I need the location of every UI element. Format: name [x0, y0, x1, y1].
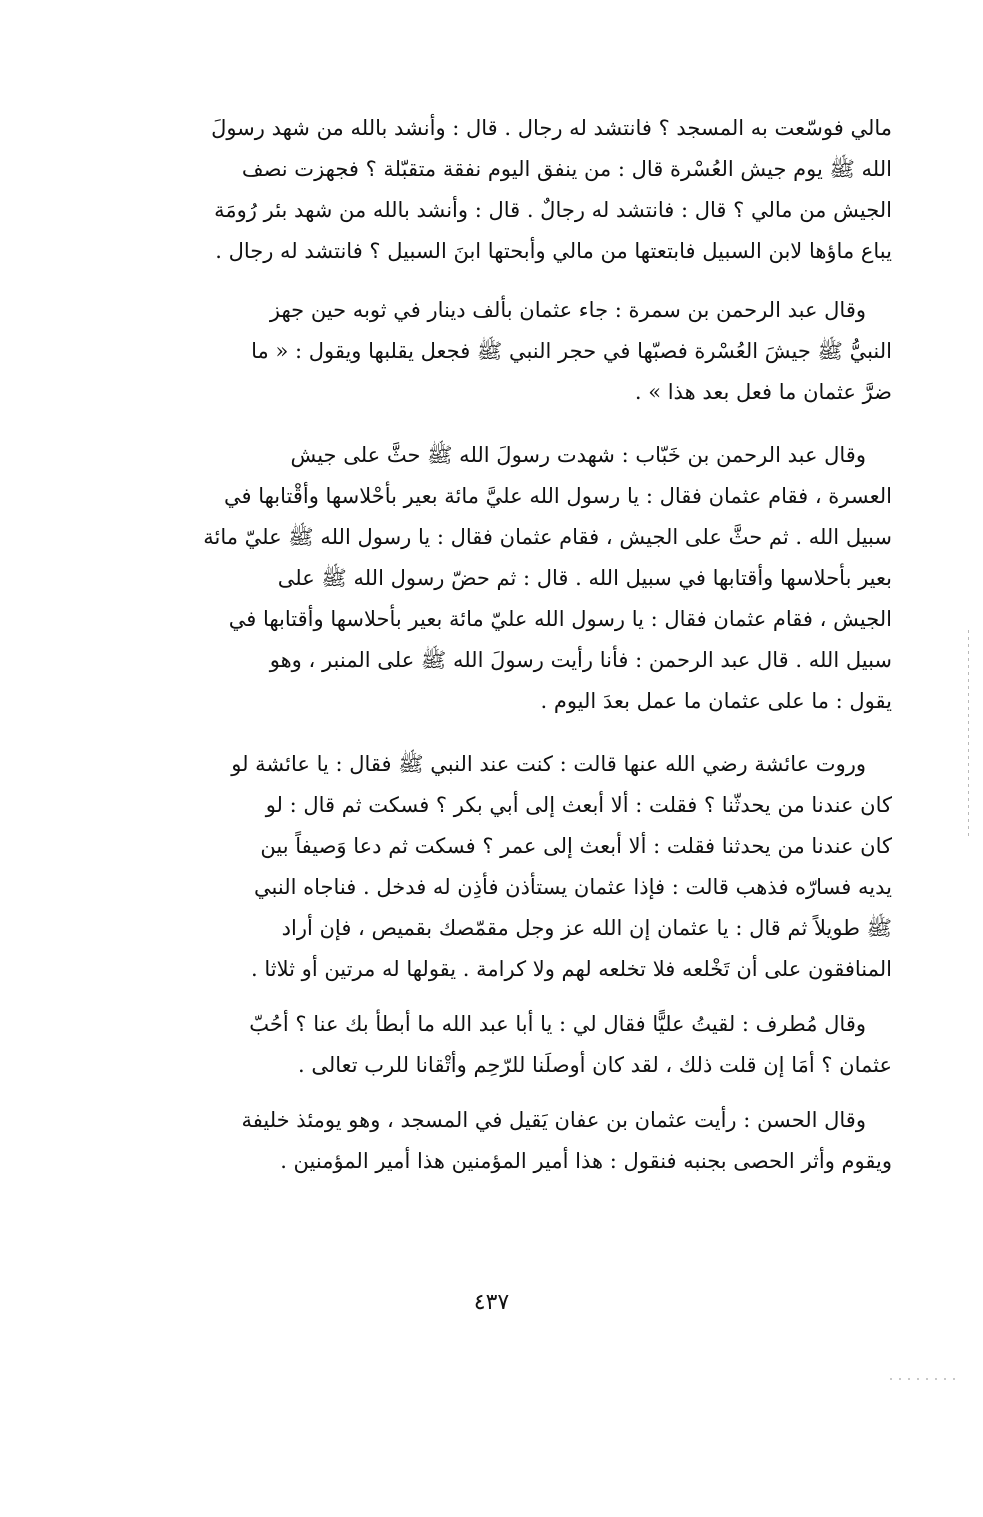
text-line: عثمان ؟ أمَا إن قلت ذلك ، لقد كان أوصلَنا للرّحِم وأتْقانا للرب تعالى . — [298, 1053, 892, 1077]
scan-dots — [890, 1378, 960, 1380]
text-line: سبيل الله . ثم حثَّ على الجيش ، فقام عثمان فقال : يا رسول الله ﷺ عليّ مائة — [203, 525, 892, 549]
text-line: بعير بأحلاسها وأقتابها في سبيل الله . قال : ثم حضّ رسول الله ﷺ على — [277, 566, 892, 590]
text-line: يديه فسارّه فذهب قالت : فإذا عثمان يستأذن فأذِن له فدخل . فناجاه النبي — [254, 875, 892, 899]
paragraph-6 — [172, 1100, 892, 1182]
paragraph-5 — [172, 1004, 892, 1086]
text-line: ﷺ طويلاً ثم قال : يا عثمان إن الله عز وجل مقمّصك بقميص ، فإن أراد — [281, 916, 892, 940]
text-line: ضرَّ عثمان ما فعل بعد هذا » . — [634, 380, 892, 404]
scan-margin-mark — [968, 630, 969, 840]
text-line: وروت عائشة رضي الله عنها قالت : كنت عند النبي ﷺ فقال : يا عائشة لو — [231, 752, 866, 776]
paragraph-2 — [172, 290, 892, 413]
text-line: ويقوم وأثر الحصى بجنبه فنقول : هذا أمير المؤمنين هذا أمير المؤمنين . — [280, 1149, 892, 1173]
page-number: ٤٣٧ — [473, 1290, 510, 1315]
page-body — [172, 108, 892, 1182]
text-line: وقال الحسن : رأيت عثمان بن عفان يَقيل في المسجد ، وهو يومئذ خليفة — [241, 1108, 866, 1132]
text-line: الجيش ، فقام عثمان فقال : يا رسول الله عليّ مائة بعير بأحلاسها وأقتابها في — [228, 607, 892, 631]
text-line: العسرة ، فقام عثمان فقال : يا رسول الله عليَّ مائة بعير بأحْلاسها وأقْتابها في — [223, 484, 892, 508]
text-line: وقال مُطرف : لقيتُ عليًّا فقال لي : يا أبا عبد الله ما أبطأ بك عنا ؟ أحُبّ — [249, 1012, 866, 1036]
paragraph-4 — [172, 744, 892, 990]
text-line: المنافقون على أن تَخْلعه فلا تخلعه لهم ولا كرامة . يقولها له مرتين أو ثلاثا . — [251, 957, 892, 981]
text-line: وقال عبد الرحمن بن سمرة : جاء عثمان بألف دينار في ثوبه حين جهز — [269, 298, 866, 322]
text-line: النبيُّ ﷺ جيشَ العُسْرة فصبّها في حجر النبي ﷺ فجعل يقلبها ويقول : « ما — [251, 339, 892, 363]
text-line: كان عندنا من يحدثنا فقلت : ألا أبعث إلى عمر ؟ فسكت ثم دعا وَصيفاً بين — [260, 834, 892, 858]
text-line: سبيل الله . قال عبد الرحمن : فأنا رأيت رسولَ الله ﷺ على المنبر ، وهو — [269, 648, 892, 672]
paragraph-1 — [172, 108, 892, 272]
text-line: يقول : ما على عثمان ما عمل بعدَ اليوم . — [540, 689, 892, 713]
text-line: الجيش من مالي ؟ قال : فانتشد له رجالٌ . قال : وأنشد بالله من شهد بئر رُومَة — [214, 198, 892, 222]
text-line: الله ﷺ يوم جيش العُسْرة قال : من ينفق اليوم نفقة متقبّلة ؟ فجهزت نصف — [241, 157, 892, 181]
text-line: يباع ماؤها لابن السبيل فابتعتها من مالي وأبحتها ابنَ السبيل ؟ فانتشد له رجال . — [215, 239, 892, 263]
text-line: كان عندنا من يحدثّنا ؟ فقلت : ألا أبعث إلى أبي بكر ؟ فسكت ثم قال : لو — [265, 793, 892, 817]
text-line: مالي فوسّعت به المسجد ؟ فانتشد له رجال . قال : وأنشد بالله من شهد رسولَ — [211, 116, 892, 140]
paragraph-3 — [172, 435, 892, 722]
text-line: وقال عبد الرحمن بن خَبّاب : شهدت رسولَ الله ﷺ حثَّ على جيش — [290, 443, 866, 467]
